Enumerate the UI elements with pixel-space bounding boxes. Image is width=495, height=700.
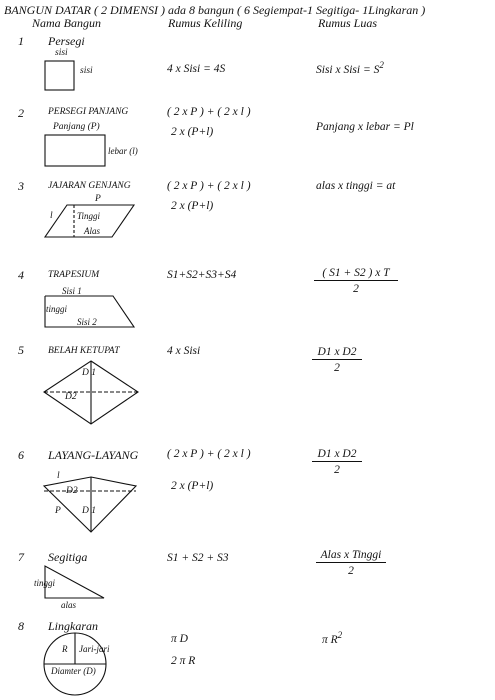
row-number: 1 — [18, 34, 24, 48]
label-p: P — [55, 506, 61, 516]
luas-denominator: 2 — [353, 283, 359, 295]
label-panjang: Panjang (P) — [53, 122, 100, 132]
keliling-persegi-panjang-1: ( 2 x P ) + ( 2 x l ) — [167, 106, 251, 118]
row-number: 7 — [18, 550, 24, 564]
luas-denominator: 2 — [348, 565, 354, 577]
luas-lingkaran: π $R^2$ — [322, 630, 343, 646]
label-lebar: lebar (l) — [108, 146, 138, 156]
luas-numerator: D1 x D2 — [312, 447, 362, 462]
keliling-jajaran-genjang-2: 2 x (P+l) — [171, 200, 214, 212]
luas-numerator: ( S1 + S2 ) x T — [314, 266, 398, 281]
shape-name-layang-layang: LAYANG-LAYANG — [48, 448, 139, 462]
label-diameter: Diamter (D) — [51, 666, 96, 676]
row-number: 6 — [18, 448, 24, 462]
label-r: R — [62, 644, 68, 654]
keliling-trapesium: S1+S2+S3+S4 — [167, 269, 237, 281]
label-tinggi: Tinggi — [77, 211, 101, 221]
label-alas: alas — [61, 600, 77, 610]
luas-numerator: D1 x D2 — [312, 345, 362, 360]
label-p: P — [95, 194, 101, 204]
shape-name-persegi-panjang: PERSEGI PANJANG — [48, 107, 129, 117]
column-header-keliling: Rumus Keliling — [168, 16, 243, 30]
label-tinggi: tinggi — [34, 578, 56, 588]
keliling-persegi-panjang-2: 2 x (P+l) — [171, 126, 214, 138]
luas-persegi-panjang: Panjang x lebar = Pl — [316, 121, 414, 133]
label-sisi-1: Sisi 1 — [62, 286, 82, 296]
label-d1: D 1 — [82, 368, 96, 378]
luas-jajaran-genjang: alas x tinggi = at — [316, 180, 396, 192]
shape-name-persegi: Persegi — [48, 34, 85, 48]
row-number: 2 — [18, 106, 24, 120]
keliling-lingkaran-2: 2 π R — [171, 655, 196, 667]
column-header-name: Nama Bangun — [32, 16, 101, 30]
label-d2: D2 — [66, 486, 78, 496]
luas-denominator: 2 — [334, 362, 340, 374]
row-number: 3 — [18, 179, 24, 193]
label-jari-jari: Jari-jari — [79, 644, 110, 654]
row-number: 8 — [18, 619, 24, 633]
page-title: BANGUN DATAR ( 2 DIMENSI ) ada 8 bangun ( 6 Segiempat-1 Segitiga- 1Lingkaran ) — [4, 3, 426, 17]
keliling-jajaran-genjang-1: ( 2 x P ) + ( 2 x l ) — [167, 180, 251, 192]
shape-name-segitiga: Segitiga — [48, 550, 88, 564]
label-l: l — [57, 471, 60, 481]
keliling-belah-ketupat: 4 x Sisi — [167, 345, 201, 357]
shape-name-jajaran-genjang: JAJARAN GENJANG — [48, 181, 131, 191]
row-number: 5 — [18, 343, 24, 357]
keliling-layang-layang-2: 2 x (P+l) — [171, 480, 214, 492]
shape-name-belah-ketupat: BELAH KETUPAT — [48, 346, 120, 356]
keliling-lingkaran-1: π D — [171, 633, 188, 645]
keliling-persegi: 4 x Sisi = 4S — [167, 63, 226, 75]
label-d2: D2 — [65, 392, 77, 402]
keliling-segitiga: S1 + S2 + S3 — [167, 552, 229, 564]
shape-name-trapesium: TRAPESIUM — [48, 270, 100, 280]
luas-numerator: Alas x Tinggi — [316, 548, 386, 563]
label-d1: D 1 — [82, 506, 96, 516]
shape-name-lingkaran: Lingkaran — [48, 619, 99, 633]
label-tinggi: tinggi — [46, 304, 68, 314]
label-alas: Alas — [84, 226, 101, 236]
row-number: 4 — [18, 268, 24, 282]
label-sisi-2: Sisi 2 — [77, 317, 97, 327]
luas-denominator: 2 — [334, 464, 340, 476]
column-header-luas: Rumus Luas — [318, 16, 378, 30]
luas-persegi: Sisi x Sisi = $S^2$ — [316, 60, 384, 76]
keliling-layang-layang-1: ( 2 x P ) + ( 2 x l ) — [167, 448, 251, 460]
label-l: l — [50, 211, 53, 221]
label-sisi-top: sisi — [55, 48, 68, 58]
label-sisi-side: sisi — [80, 66, 93, 76]
